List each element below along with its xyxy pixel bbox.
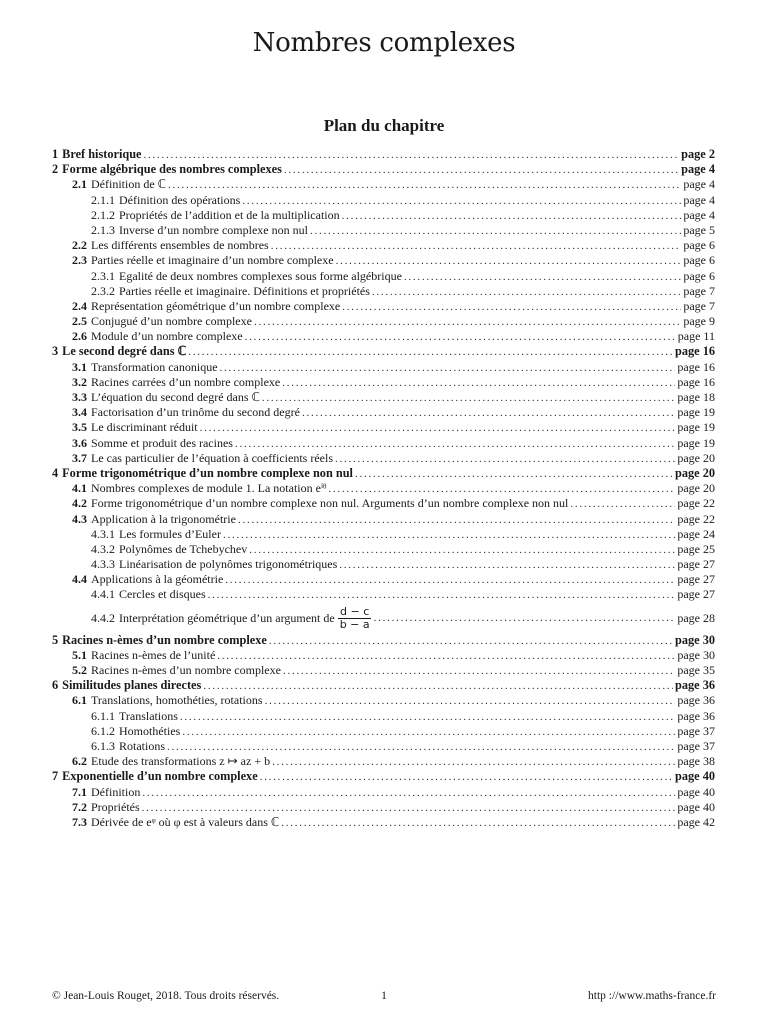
toc-entry[interactable] [52, 587, 715, 602]
toc-entry-page: page 40 [675, 769, 715, 784]
toc-entry-page: page 38 [677, 754, 715, 769]
toc-entry-label-text: Linéarisation de polynômes trigonométriques [119, 557, 338, 572]
toc-entry-number: 6.1 [72, 693, 87, 708]
toc-entry-page: page 20 [675, 465, 715, 480]
fraction-numerator: d − c [340, 605, 370, 619]
toc-entry-page: page 36 [675, 678, 715, 693]
toc-entry[interactable] [52, 193, 715, 208]
toc-entry[interactable] [52, 375, 715, 390]
toc-entry-page: page 22 [677, 511, 715, 526]
toc-entry-page: page 4 [683, 207, 715, 222]
leader-dots [339, 557, 675, 573]
toc-entry[interactable] [52, 451, 715, 466]
toc-entry-page: page 7 [683, 283, 715, 298]
leader-dots [260, 769, 673, 785]
toc-entry-number: 6.1.1 [91, 708, 115, 723]
leader-dots [355, 466, 673, 482]
toc-entry[interactable] [52, 572, 715, 587]
toc-entry-label-text: Racines n-èmes d’un nombre complexe [91, 663, 281, 677]
toc-entry-label [91, 375, 280, 390]
toc-entry[interactable] [52, 177, 715, 192]
toc-entry-label [91, 815, 279, 830]
leader-dots [336, 253, 682, 269]
toc-entry-label [91, 451, 333, 466]
toc-entry-label [91, 360, 218, 375]
toc-entry-number: 3.6 [72, 435, 87, 450]
toc-entry-number: 3.3 [72, 390, 87, 404]
toc-entry-page: page 30 [675, 632, 715, 647]
toc-entry-page: page 6 [683, 253, 715, 268]
toc-entry-label-text: Le cas particulier de l’équation à coefficients réels [91, 450, 333, 465]
toc-entry-page: page 19 [677, 435, 715, 450]
toc-entry-label-text: Applications à la géométrie [91, 572, 224, 587]
toc-entry-page: page 24 [677, 526, 715, 541]
toc-entry-label-text: Application à la trigonométrie [91, 511, 236, 526]
toc-entry[interactable] [52, 769, 715, 784]
toc-entry-page: page 27 [677, 572, 715, 587]
toc-entry-label [119, 269, 402, 284]
toc-entry[interactable] [52, 299, 715, 314]
toc-entry-number: 7 [52, 769, 59, 784]
toc-entry-number: 4.3.2 [91, 541, 115, 556]
toc-entry-number: 2.3.2 [91, 283, 115, 298]
toc-entry-label [91, 693, 263, 708]
toc-entry-label [119, 709, 178, 724]
toc-entry-page: page 4 [681, 162, 715, 177]
toc-entry[interactable] [52, 344, 715, 359]
toc-entry-label-text: Définition des opérations [119, 192, 241, 207]
toc-entry-number: 4.3.3 [91, 557, 115, 572]
toc-entry-label [91, 238, 269, 253]
toc-entry-label-text: Racines n-èmes de l’unité [91, 647, 216, 662]
toc-entry-label [91, 177, 166, 192]
toc-entry[interactable] [52, 253, 715, 268]
toc-entry-number: 3.2 [72, 374, 87, 389]
leader-dots [142, 800, 676, 816]
toc-entry-page: page 9 [683, 314, 715, 329]
toc-entry-number: 7.3 [72, 814, 87, 829]
leader-dots [167, 739, 675, 755]
toc-entry-page: page 20 [677, 481, 715, 496]
toc-entry-label-text: Cercles et disques [119, 587, 206, 602]
toc-entry-number: 3.5 [72, 420, 87, 435]
leader-dots [328, 481, 675, 497]
toc-entry-label [91, 329, 243, 344]
toc-entry-number: 4 [52, 465, 59, 480]
leader-dots [223, 527, 675, 543]
toc-entry-label-text: Dérivée de eᵠ où φ est à valeurs dans ℂ [91, 814, 280, 829]
toc-entry-label [119, 587, 206, 602]
toc-entry-label-text: Etude des transformations z ↦ az + b [91, 754, 271, 769]
toc-entry-label [91, 390, 260, 405]
leader-dots [182, 724, 675, 740]
toc-entry-label-text: Conjugué d’un nombre complexe [91, 314, 252, 329]
toc-entry-label-text: Egalité de deux nombres complexes sous forme algébrique [119, 268, 402, 283]
toc-entry-label-text: Forme trigonométrique d’un nombre complexe non nul. Arguments d’un nombre complexe non nul [91, 496, 569, 511]
toc-entry-page: page 4 [683, 192, 715, 207]
toc-entry[interactable] [52, 785, 715, 800]
toc-entry-page: page 37 [677, 723, 715, 738]
toc-entry-number: 2.3.1 [91, 268, 115, 283]
toc-entry-label-text: Exponentielle d’un nombre complexe [62, 769, 258, 784]
toc-entry-number: 4.1 [72, 481, 87, 496]
toc-entry-number: 5.1 [72, 647, 87, 662]
toc-entry-number: 7.1 [72, 784, 87, 799]
leader-dots [281, 815, 675, 831]
toc-entry-number: 2.1 [72, 177, 87, 192]
toc-entry-label [119, 557, 337, 572]
toc-entry-label-text: Interprétation géométrique d’un argument de [119, 610, 335, 625]
toc-entry-label [91, 754, 270, 769]
toc-entry-page: page 11 [677, 329, 715, 344]
toc-entry[interactable] [52, 512, 715, 527]
toc-entry-number: 5.2 [72, 663, 87, 677]
toc-entry-number: 2 [52, 162, 59, 177]
toc-entry-number: 2.2 [72, 238, 87, 253]
toc-entry-page: page 27 [677, 587, 715, 602]
toc-entry[interactable] [52, 663, 715, 678]
toc-entry-page: page 5 [683, 222, 715, 237]
toc-heading: Plan du chapitre [323, 116, 445, 135]
toc-entry-page: page 16 [675, 344, 715, 359]
toc-entry-number: 6 [52, 678, 59, 693]
toc-entry-page: page 18 [677, 390, 715, 404]
toc-entry-label-text: Forme algébrique des nombres complexes [62, 162, 282, 177]
toc-entry-label-text: Similitudes planes directes [62, 678, 202, 693]
leader-dots [310, 223, 681, 239]
toc-entry-label-text: Parties réelle et imaginaire d’un nombre complexe [91, 253, 334, 268]
toc-entry-page: page 35 [677, 663, 715, 677]
toc-entry-label-text: Les différents ensembles de nombres [91, 238, 269, 253]
footer-copyright: © Jean-Louis Rouget, 2018. Tous droits réservés. [52, 990, 280, 1002]
toc-entry-label [91, 496, 568, 511]
toc-entry-number: 2.3 [72, 253, 87, 268]
toc-entry-label [91, 436, 233, 451]
toc-entry-number: 6.1.2 [91, 723, 115, 738]
toc-entry[interactable] [52, 678, 715, 693]
toc-entry-page: page 16 [677, 374, 715, 389]
toc-entry-label-text: Transformation canonique [91, 359, 218, 374]
leader-dots [245, 329, 676, 345]
leader-dots [200, 420, 676, 436]
toc-entry-label-text: Le discriminant réduit [91, 420, 198, 435]
leader-dots [570, 496, 675, 512]
toc-entry-label-text: Racines carrées d’un nombre complexe [91, 374, 281, 389]
toc-entry-label-text: Factorisation d’un trinôme du second degré [91, 405, 300, 420]
toc-entry-page: page 6 [683, 238, 715, 253]
toc-entry-label-text: Somme et produit des racines [91, 435, 233, 450]
toc-entry[interactable] [52, 557, 715, 572]
toc-entry[interactable] [52, 238, 715, 253]
toc-entry-label [119, 739, 165, 754]
toc-entry-page: page 2 [681, 147, 715, 161]
toc-entry-number: 3.1 [72, 359, 87, 374]
toc-entry-label-text: Parties réelle et imaginaire. Définitions et propriétés [119, 283, 370, 298]
leader-dots [372, 284, 681, 300]
leader-dots [238, 512, 675, 528]
leader-dots [282, 375, 675, 391]
leader-dots [254, 314, 681, 330]
leader-dots [265, 693, 676, 709]
toc-entry-label [62, 344, 186, 359]
toc-entry[interactable] [52, 542, 715, 557]
toc-entry[interactable] [52, 162, 715, 177]
toc-entry-page: page 42 [677, 814, 715, 829]
toc-entry[interactable] [52, 481, 715, 496]
toc-entry-number: 4.2 [72, 496, 87, 511]
toc-entry-label [91, 253, 334, 268]
toc-entry[interactable] [52, 754, 715, 769]
toc-entry-label [62, 769, 258, 784]
toc-entry-label [119, 208, 340, 223]
leader-dots [269, 633, 673, 649]
toc-entry-label-text: Représentation géométrique d’un nombre complexe [91, 298, 341, 313]
leader-dots [342, 299, 681, 315]
leader-dots [272, 754, 675, 770]
toc-entry[interactable] [52, 405, 715, 420]
toc-entry-label-text: Polynômes de Tchebychev [119, 541, 248, 556]
toc-entry-label [62, 678, 201, 693]
toc-entry-label [119, 223, 308, 238]
toc-entry-number: 6.1.3 [91, 738, 115, 753]
toc-entry-number: 7.2 [72, 799, 87, 814]
toc-entry-label-text: Définition [91, 784, 141, 799]
toc-entry-number: 2.1.3 [91, 222, 115, 237]
toc-entry[interactable] [52, 496, 715, 511]
toc-entry-number: 2.6 [72, 329, 87, 344]
toc-entry-label-text: Définition de ℂ [91, 177, 167, 192]
toc-entry-label-text: Propriétés de l’addition et de la multiplication [119, 207, 340, 222]
toc-entry-label [91, 405, 300, 420]
toc-entry-page: page 28 [677, 610, 715, 625]
toc-entry[interactable] [52, 314, 715, 329]
toc-entry-label [62, 466, 353, 481]
leader-dots [249, 542, 675, 558]
leader-dots [142, 785, 675, 801]
toc-entry-number: 4.4.1 [91, 587, 115, 602]
toc-entry[interactable] [52, 648, 715, 663]
toc-entry-label [91, 785, 140, 800]
toc-entry[interactable] [52, 603, 715, 633]
leader-dots [374, 602, 676, 633]
toc-entry-label [62, 162, 282, 177]
toc-entry-number: 5 [52, 632, 59, 647]
toc-entry-label [91, 420, 198, 435]
leader-dots [284, 162, 679, 178]
leader-dots [235, 436, 675, 452]
toc-entry[interactable] [52, 390, 715, 405]
toc-entry-label-text: Translations [119, 708, 178, 723]
footer-url[interactable]: http ://www.maths-france.fr [588, 990, 716, 1002]
toc-entry-label-text: Racines n-èmes d’un nombre complexe [62, 632, 267, 647]
toc-entry-label [119, 527, 221, 542]
toc-entry[interactable] [52, 360, 715, 375]
toc-entry-page: page 40 [677, 784, 715, 799]
toc-entry-label-text: Le second degré dans ℂ [62, 344, 187, 359]
toc-entry-number: 2.4 [72, 298, 87, 313]
toc-entry-label [119, 603, 372, 633]
toc-entry-label-text: Les formules d’Euler [119, 526, 221, 541]
toc-entry-label-text: Translations, homothéties, rotations [91, 693, 263, 708]
toc-entry[interactable] [52, 147, 715, 162]
leader-dots [168, 177, 681, 193]
leader-dots [217, 648, 675, 664]
toc-entry[interactable] [52, 329, 715, 344]
toc-entry-page: page 7 [683, 298, 715, 313]
toc-entry-label-text: Inverse d’un nombre complexe non nul [119, 222, 308, 237]
toc-entry-page: page 40 [677, 799, 715, 814]
toc-entry-number: 4.4 [72, 572, 87, 587]
toc-entry-page: page 25 [677, 541, 715, 556]
leader-dots [302, 405, 675, 421]
toc-entry-label [119, 284, 370, 299]
toc-entry-label [91, 648, 215, 663]
leader-dots [188, 344, 673, 360]
leader-dots [262, 390, 675, 406]
toc-entry-page: page 6 [683, 268, 715, 283]
toc-entry-label-text: L’équation du second degré dans ℂ [91, 390, 260, 404]
toc-entry-label-text: Module d’un nombre complexe [91, 329, 243, 344]
toc-entry[interactable] [52, 633, 715, 648]
footer-page-number: 1 [381, 990, 387, 1002]
leader-dots [225, 572, 675, 588]
toc-entry[interactable] [52, 739, 715, 754]
fraction-denominator: b − a [339, 618, 370, 632]
toc-entry-label-text: Bref historique [62, 147, 142, 161]
toc-entry-label [91, 663, 281, 678]
toc-entry-page: page 36 [677, 708, 715, 723]
toc-entry-page: page 19 [677, 405, 715, 420]
leader-dots [220, 360, 676, 376]
toc-entry-label-text: Homothéties [119, 723, 181, 738]
toc-entry-number: 2.1.1 [91, 192, 115, 207]
fraction [338, 606, 372, 631]
toc-entry[interactable] [52, 527, 715, 542]
toc-entry-label [91, 572, 223, 587]
leader-dots [271, 238, 682, 254]
toc-entry-label-text: Propriétés [91, 799, 140, 814]
toc-entry-number: 4.4.2 [91, 610, 115, 625]
toc-entry-page: page 30 [677, 647, 715, 662]
toc-entry-label [62, 633, 267, 648]
toc-entry-label [91, 314, 252, 329]
leader-dots [180, 709, 675, 725]
toc-entry-label [119, 724, 180, 739]
toc-entry-number: 2.1.2 [91, 207, 115, 222]
toc-entry-label [91, 481, 326, 496]
toc-entry-number: 6.2 [72, 754, 87, 769]
toc-entry-number: 1 [52, 147, 59, 161]
leader-dots [283, 663, 675, 679]
toc-entry-page: page 22 [677, 496, 715, 511]
toc-entry-number: 3.7 [72, 450, 87, 465]
toc-entry[interactable] [52, 223, 715, 238]
toc-entry[interactable] [52, 800, 715, 815]
toc-entry-label-text: Rotations [119, 738, 166, 753]
toc-entry-number: 2.5 [72, 314, 87, 329]
toc-entry[interactable] [52, 709, 715, 724]
toc-entry[interactable] [52, 815, 715, 830]
toc-entry-number: 3 [52, 344, 59, 359]
toc-entry[interactable] [52, 420, 715, 435]
toc-entry[interactable] [52, 284, 715, 299]
toc-entry-page: page 20 [677, 450, 715, 465]
toc-entry[interactable] [52, 724, 715, 739]
toc-entry-label [91, 299, 340, 314]
leader-dots [404, 269, 681, 285]
toc-entry-label [91, 512, 236, 527]
toc-entry-number: 4.3.1 [91, 526, 115, 541]
document-title: Nombres complexes [252, 28, 516, 58]
toc-entry-label-text: Nombres complexes de module 1. La notation eⁱᶿ [91, 481, 327, 496]
toc-entry-number: 3.4 [72, 405, 87, 420]
toc-entry-label [91, 800, 140, 815]
toc-entry-page: page 4 [683, 177, 715, 192]
toc-entry-page: page 19 [677, 420, 715, 435]
toc-entry[interactable] [52, 269, 715, 284]
toc-entry-page: page 37 [677, 738, 715, 753]
toc-entry-page: page 36 [677, 693, 715, 708]
leader-dots [242, 193, 681, 209]
toc-entry-label [62, 147, 141, 162]
toc-entry-label [119, 193, 240, 208]
toc-entry-number: 4.3 [72, 511, 87, 526]
toc-entry-page: page 27 [677, 557, 715, 572]
toc-entry[interactable] [52, 466, 715, 481]
leader-dots [203, 678, 673, 694]
toc-entry[interactable] [52, 693, 715, 708]
toc-entry[interactable] [52, 208, 715, 223]
leader-dots [342, 208, 682, 224]
toc-entry[interactable] [52, 436, 715, 451]
table-of-contents [52, 147, 715, 830]
leader-dots [144, 147, 680, 163]
toc-entry-label-text: Forme trigonométrique d’un nombre complexe non nul [62, 465, 353, 480]
leader-dots [335, 451, 675, 467]
toc-entry-page: page 16 [677, 359, 715, 374]
toc-entry-label [119, 542, 247, 557]
